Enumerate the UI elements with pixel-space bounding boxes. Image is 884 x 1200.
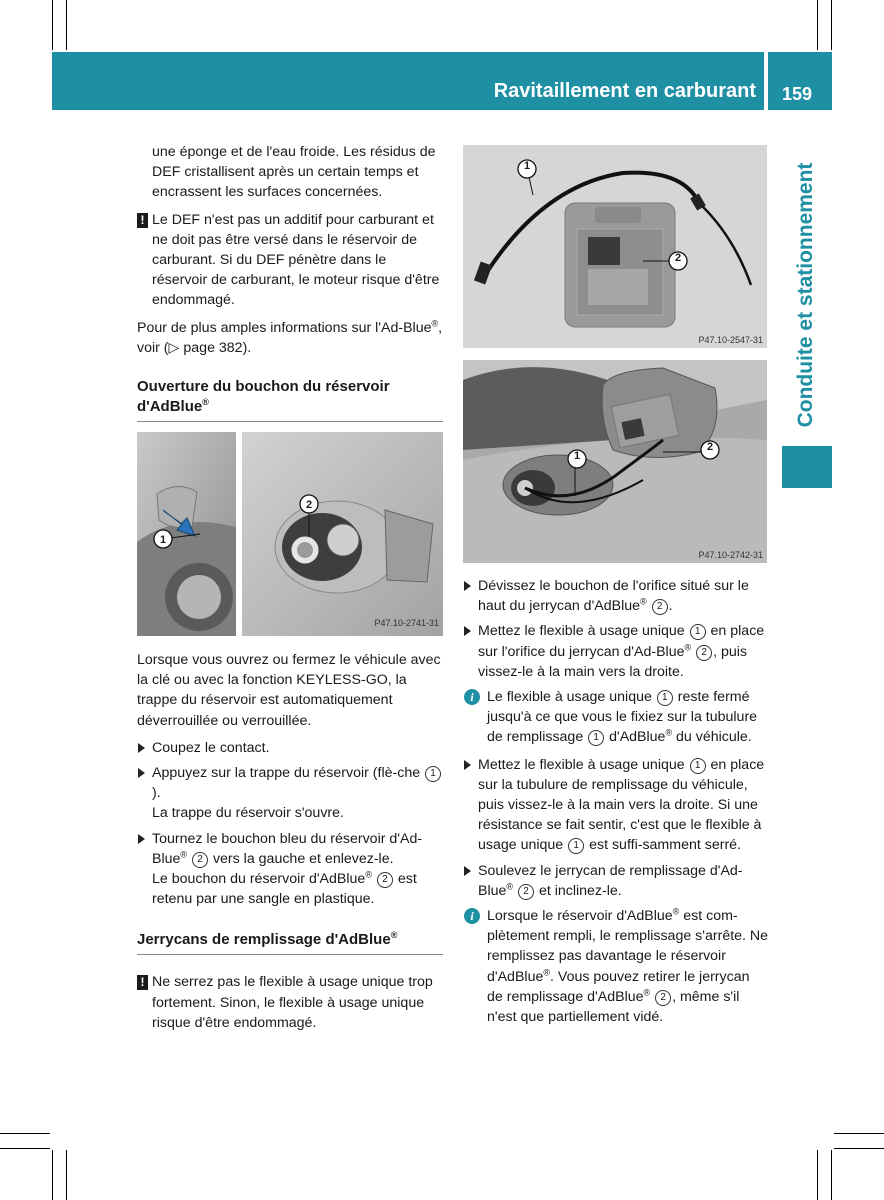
crop-mark [834,1133,884,1134]
callout-2: 2 [305,499,313,512]
crop-mark [817,0,818,50]
step-result: La trappe du réservoir s'ouvre. [152,805,344,822]
callout-1: 1 [425,766,441,782]
callout-2: 2 [652,599,668,615]
callout-1: 1 [690,624,706,640]
callout-2: 2 [696,645,712,661]
crop-mark [817,1150,818,1200]
figure-adblue-flap-illustration [137,432,443,636]
info-note: i Lorsque le réservoir d'AdBlue® est com-plètement rempli, le remplissage s'arrête. Ne remplissez pas davantage le réservoir d'AdBlue®. Vous pouvez retirer le jerrycan de remplissage d'AdBlue® 2 , même s'il n'est que partiellement vidé. [463,906,769,1027]
paragraph: Lorsque vous ouvrez ou fermez le véhicule avec la clé ou avec la fonction KEYLESS-GO, la trappe du réservoir est automatiquement déverrouillée ou verrouillée. [137,652,441,729]
page-number-box [768,52,832,110]
callout-2: 2 [655,990,671,1006]
step-item: Mettez le flexible à usage unique 1 en place sur l'orifice du jerrycan d'Ad-Blue® 2 , puis vissez-le à la main vers la droite. [463,621,769,682]
page-number: 159 [782,84,813,104]
step-item: Soulevez le jerrycan de remplissage d'Ad-Blue® 2 et inclinez-le. [463,861,769,901]
info-icon: i [464,689,480,705]
info-note: i Le flexible à usage unique 1 reste fermé jusqu'à ce que vous le fixiez sur la tubulure de remplissage 1 d'AdBlue® du véhicule. [463,687,769,748]
figure-jerrycan [463,145,767,348]
warning-text: Ne serrez pas le flexible à usage unique trop fortement. Sinon, le flexible à usage unique risque d'être endommagé. [152,974,433,1031]
figure-code: P47.10-2741-31 [374,617,439,628]
callout-1: 1 [523,160,531,172]
crop-mark [52,0,53,50]
crop-mark [831,0,832,50]
callout-1: 1 [657,690,673,706]
figure-code: P47.10-2547-31 [698,335,763,345]
callout-2: 2 [706,441,714,453]
figure-filling-illustration [463,360,767,563]
figure-filling [463,360,767,563]
callout-2: 2 [674,252,682,264]
crop-mark [66,1150,67,1200]
crop-mark [52,1150,53,1200]
callout-1: 1 [690,758,706,774]
section-heading: Ouverture du bouchon du réservoir d'AdBlue® [137,377,443,422]
callout-1: 1 [588,730,604,746]
figure-adblue-flap [137,432,443,636]
paragraph-reference: Pour de plus amples informations sur l'Ad-Blue®, voir (▷ page 382). [137,317,443,356]
step-item: Appuyez sur la trappe du réservoir (flè-che 1). La trappe du réservoir s'ouvre. [137,763,443,824]
warning-note [137,972,443,1033]
callout-2: 2 [192,852,208,868]
callout-1: 1 [159,534,167,547]
section-heading: Jerrycans de remplissage d'AdBlue® [137,930,443,955]
right-column [463,576,769,1034]
callout-2: 2 [377,872,393,888]
step-item: Tournez le bouchon bleu du réservoir d'Ad-Blue® 2 vers la gauche et enlevez-le. Le bouchon du réservoir d'AdBlue® 2 est retenu par une sangle en plastique. [137,829,443,910]
step-item: Coupez le contact. [137,738,443,758]
left-column [137,142,443,1040]
crop-mark [66,0,67,50]
crop-mark [831,1150,832,1200]
chapter-tab-label: Conduite et stationnement [794,162,817,428]
warning-text: Le DEF n'est pas un additif pour carburant et ne doit pas être versé dans le réservoir de carburant. Si du DEF pénètre dans le réservoir de carburant, le moteur risque d'être endommagé. [152,211,440,309]
step-item: Mettez le flexible à usage unique 1 en place sur la tubulure de remplissage du véhicule, puis vissez-le à la main vers la droite. Si une résistance se fait sentir, c'est que le flexible à usage unique 1 est suffi-samment serré. [463,755,769,856]
chapter-tab [780,150,832,440]
step-item: Dévissez le bouchon de l'orifice situé sur le haut du jerrycan d'AdBlue® 2 . [463,576,769,616]
crop-mark [0,1133,50,1134]
paragraph: une éponge et de l'eau froide. Les résidus de DEF cristallisent après un certain temps et encrassent les surfaces concernées. [152,144,436,201]
callout-2: 2 [518,884,534,900]
page-reference-link[interactable]: page 382). [179,339,252,356]
chapter-marker [782,446,832,488]
page-title: Ravitaillement en carburant [493,80,756,102]
page-reference-arrow-icon: ▷ [168,339,180,356]
crop-mark [834,1148,884,1149]
callout-1: 1 [573,450,581,462]
callout-1: 1 [568,838,584,854]
info-icon: i [464,908,480,924]
page-header [52,52,764,110]
warning-icon: ! [137,213,148,228]
step-result: Le bouchon du réservoir d'AdBlue [152,871,366,888]
crop-mark [0,1148,50,1149]
warning-note [137,210,443,311]
warning-icon: ! [137,975,148,990]
figure-jerrycan-illustration [463,145,767,348]
figure-code: P47.10-2742-31 [698,550,763,560]
